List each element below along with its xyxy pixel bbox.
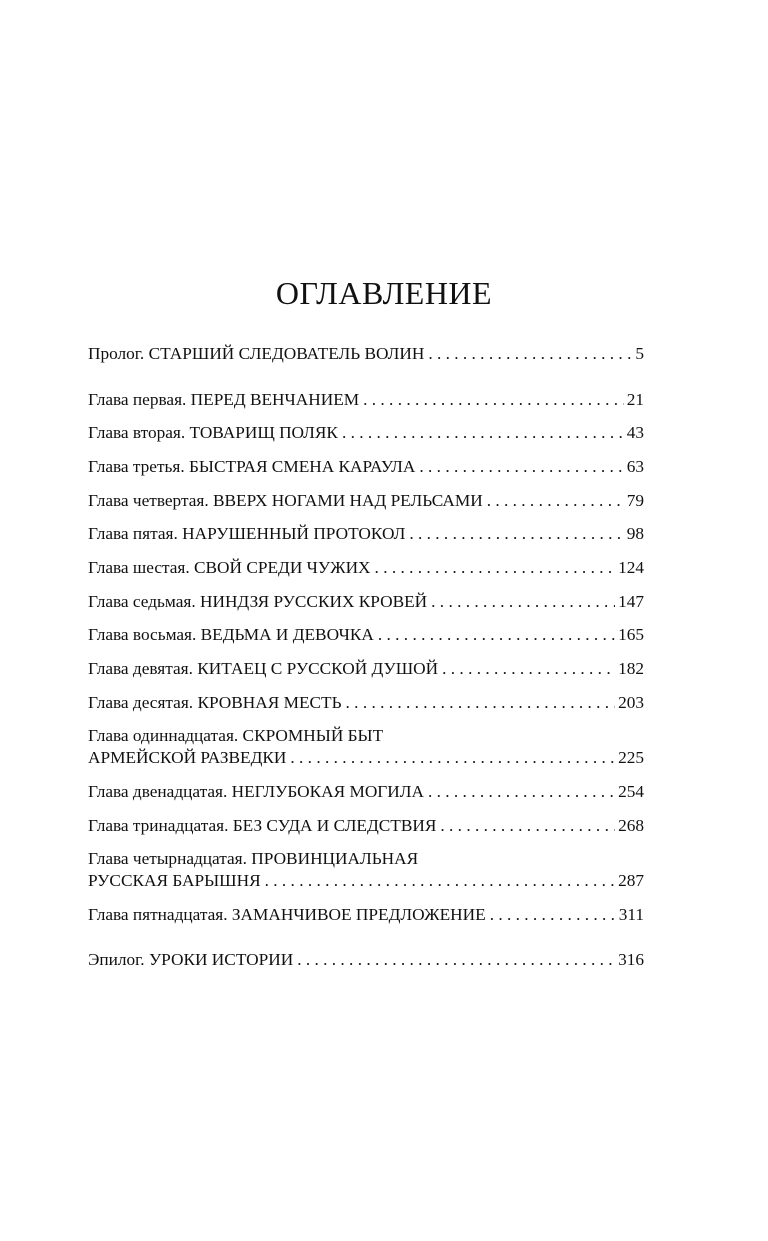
toc-entry-chapter-11 <box>88 725 644 769</box>
toc-entry-chapter-6 <box>88 557 644 579</box>
toc-entry-label: Глава девятая. КИТАЕЦ С РУССКОЙ ДУШОЙ <box>88 659 439 678</box>
toc-entry-page: 21 <box>626 390 644 409</box>
dot-leader <box>342 422 624 444</box>
toc-entry-page: 316 <box>618 950 644 969</box>
toc-entry-chapter-9 <box>88 658 644 680</box>
toc-entry-page: 182 <box>618 659 644 678</box>
toc-entry-label: Глава вторая. ТОВАРИЩ ПОЛЯК <box>88 423 338 442</box>
dot-leader <box>419 456 623 478</box>
dot-leader <box>428 781 615 803</box>
dot-leader <box>409 523 623 545</box>
toc-entry-page: 5 <box>635 344 644 363</box>
toc-entry-label: Глава первая. ПЕРЕД ВЕНЧАНИЕМ <box>88 390 360 409</box>
toc-entry-label-line-1: Глава одиннадцатая. СКРОМНЫЙ БЫТ <box>88 726 384 745</box>
dot-leader <box>442 658 615 680</box>
toc-entry-label-line-1: Глава четырнадцатая. ПРОВИНЦИАЛЬНАЯ <box>88 849 419 868</box>
toc-entry-chapter-1 <box>88 389 644 411</box>
toc-entry-label: Глава шестая. СВОЙ СРЕДИ ЧУЖИХ <box>88 558 371 577</box>
toc-entry-chapter-14 <box>88 848 644 892</box>
toc-entry-page: 147 <box>618 592 644 611</box>
toc-entry-chapter-13 <box>88 815 644 837</box>
toc-entry-epilogue <box>88 949 644 971</box>
dot-leader <box>265 870 615 892</box>
toc-entry-page: 225 <box>618 748 644 767</box>
dot-leader <box>490 904 616 926</box>
toc-entry-chapter-12 <box>88 781 644 803</box>
dot-leader <box>363 389 624 411</box>
toc-entry-prologue <box>88 343 644 365</box>
toc-entry-chapter-3 <box>88 456 644 478</box>
toc-entry-page: 254 <box>618 782 644 801</box>
toc-entry-label: Глава восьмая. ВЕДЬМА И ДЕВОЧКА <box>88 625 374 644</box>
toc-entry-label: Глава двенадцатая. НЕГЛУБОКАЯ МОГИЛА <box>88 782 424 801</box>
toc-entry-chapter-4 <box>88 490 644 512</box>
page-title: ОГЛАВЛЕНИЕ <box>275 275 493 311</box>
toc-entry-page: 268 <box>618 816 644 835</box>
toc-entry-page: 203 <box>618 693 644 712</box>
dot-leader <box>290 747 615 769</box>
dot-leader <box>428 343 632 365</box>
dot-leader <box>431 591 615 613</box>
dot-leader <box>487 490 624 512</box>
toc-entry-label: Глава десятая. КРОВНАЯ МЕСТЬ <box>88 693 342 712</box>
toc-entry-label: Эпилог. УРОКИ ИСТОРИИ <box>88 950 294 969</box>
toc-entry-chapter-10 <box>88 692 644 714</box>
dot-leader <box>346 692 616 714</box>
toc-entry-label: Глава тринадцатая. БЕЗ СУДА И СЛЕДСТВИЯ <box>88 816 437 835</box>
toc-entry-label: Глава седьмая. НИНДЗЯ РУССКИХ КРОВЕЙ <box>88 592 428 611</box>
toc-entry-label: РУССКАЯ БАРЫШНЯ <box>88 871 261 890</box>
dot-leader <box>378 624 615 646</box>
toc-entry-label: Глава третья. БЫСТРАЯ СМЕНА КАРАУЛА <box>88 457 416 476</box>
toc-entry-page: 43 <box>626 423 644 442</box>
toc-entry-label: Глава пятнадцатая. ЗАМАНЧИВОЕ ПРЕДЛОЖЕНИЕ <box>88 905 486 924</box>
toc-entry-chapter-15 <box>88 904 644 926</box>
toc-entry-chapter-7 <box>88 591 644 613</box>
toc-entry-page: 124 <box>618 558 644 577</box>
toc-entry-page: 165 <box>618 625 644 644</box>
toc-entry-chapter-8 <box>88 624 644 646</box>
toc-entry-label: Глава пятая. НАРУШЕННЫЙ ПРОТОКОЛ <box>88 524 406 543</box>
toc-entry-page: 63 <box>626 457 644 476</box>
toc-entry-label: Пролог. СТАРШИЙ СЛЕДОВАТЕЛЬ ВОЛИН <box>88 344 425 363</box>
toc-entry-label: АРМЕЙСКОЙ РАЗВЕДКИ <box>88 748 287 767</box>
toc-entry-page: 287 <box>618 871 644 890</box>
toc-entry-page: 311 <box>618 905 644 924</box>
dot-leader <box>440 815 615 837</box>
toc-entry-label: Глава четвертая. ВВЕРХ НОГАМИ НАД РЕЛЬСАМИ <box>88 491 483 510</box>
toc-entry-page: 79 <box>626 491 644 510</box>
toc-entry-chapter-5 <box>88 523 644 545</box>
dot-leader <box>375 557 616 579</box>
dot-leader <box>297 949 615 971</box>
toc-entry-page: 98 <box>626 524 644 543</box>
toc-entry-chapter-2 <box>88 422 644 444</box>
